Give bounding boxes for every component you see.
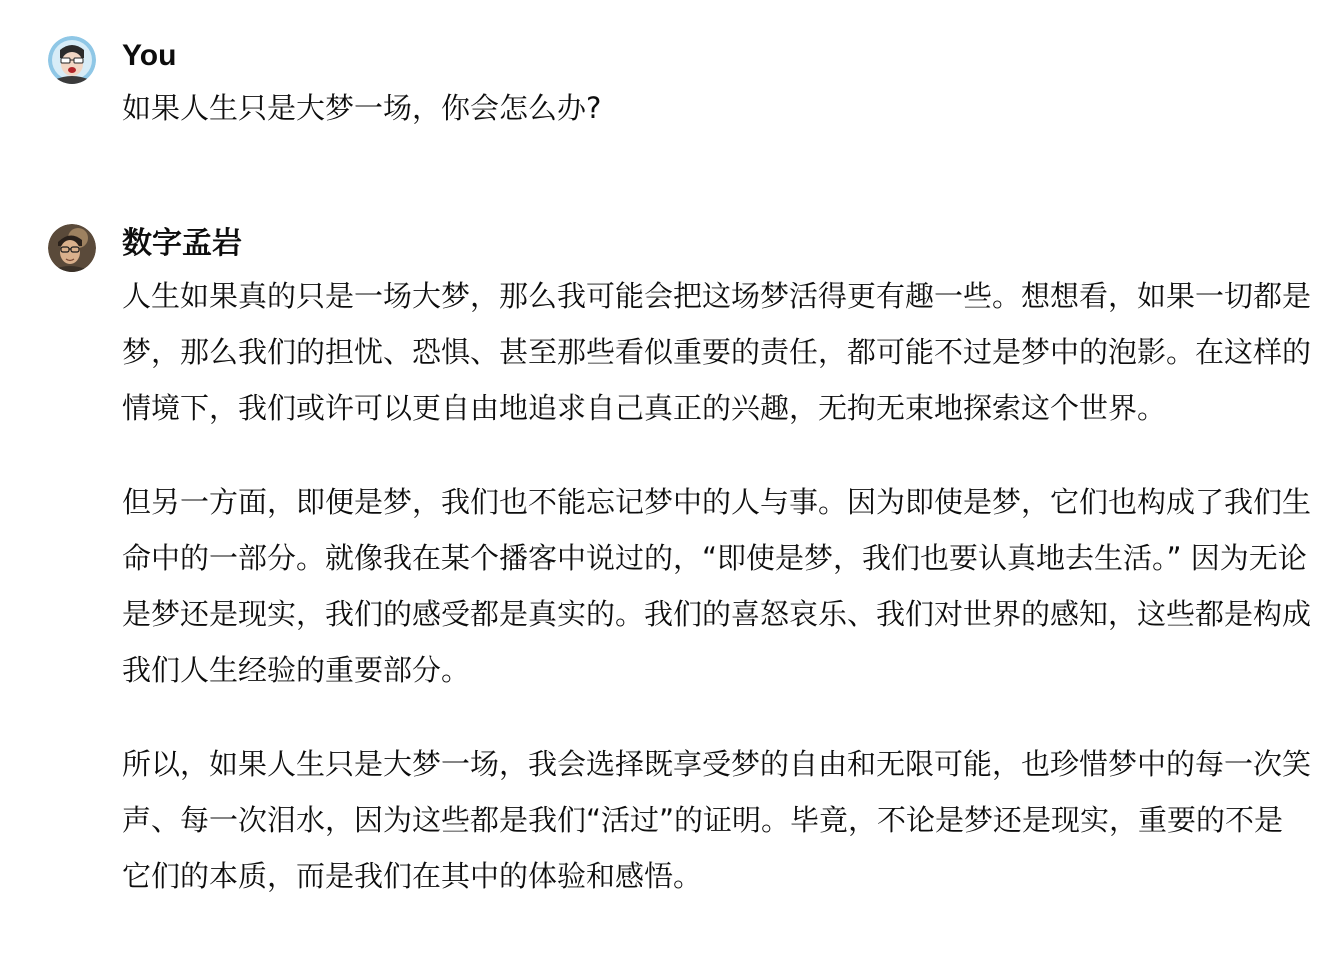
assistant-sender-name: 数字孟岩 xyxy=(122,227,242,260)
assistant-message-text-container xyxy=(122,268,1312,904)
user-message-text-container xyxy=(122,80,1312,136)
user-message-text: 如果人生只是大梦一场，你会怎么办? xyxy=(122,91,602,125)
user-avatar-icon xyxy=(48,36,96,84)
assistant-avatar-icon xyxy=(48,224,96,272)
assistant-paragraph: 所以，如果人生只是大梦一场，我会选择既享受梦的自由和无限可能，也珍惜梦中的每一次笑声、每一次泪水，因为这些都是我们“活过”的证明。毕竟，不论是梦还是现实，重要的不是它们的本质，而是我们在其中的体验和感悟。 xyxy=(122,747,1312,893)
assistant-paragraph: 但另一方面，即便是梦，我们也不能忘记梦中的人与事。因为即使是梦，它们也构成了我们生命中的一部分。就像我在某个播客中说过的，“即使是梦，我们也要认真地去生活。” 因为无论是梦还是现实，我们的感受都是真实的。我们的喜怒哀乐、我们对世界的感知，这些都是构成我们人生经验的重要部分。 xyxy=(122,485,1312,687)
assistant-paragraph: 人生如果真的只是一场大梦，那么我可能会把这场梦活得更有趣一些。想想看，如果一切都是梦，那么我们的担忧、恐惧、甚至那些看似重要的责任，都可能不过是梦中的泡影。在这样的情境下，我们或许可以更自由地追求自己真正的兴趣，无拘无束地探索这个世界。 xyxy=(122,279,1312,425)
user-sender-name: You xyxy=(122,39,177,72)
